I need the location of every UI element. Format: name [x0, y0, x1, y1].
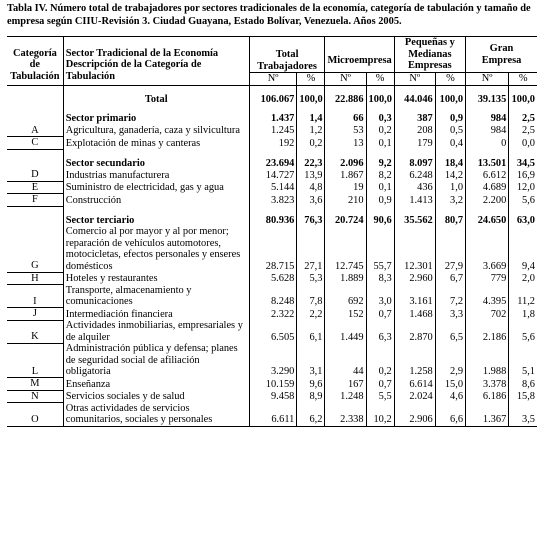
cell-number: 44.046 [394, 94, 435, 106]
cell-percent: 0,3 [366, 113, 394, 125]
cell-percent: 1,0 [435, 181, 465, 194]
row-description: Administración pública y defensa; planes de seguridad social de afiliación obligatoria [63, 343, 249, 378]
sector-row [7, 113, 537, 125]
cell-percent: 90,6 [366, 215, 394, 227]
cell-percent: 0,0 [509, 137, 537, 150]
cell-percent: 8,2 [366, 169, 394, 181]
cell-number: 14.727 [249, 169, 297, 181]
header-pct: % [366, 73, 394, 86]
row-description: Enseñanza [63, 378, 249, 391]
cell-number: 13.501 [466, 158, 509, 170]
sector-row [7, 215, 537, 227]
table-row [7, 169, 537, 181]
cell-number: 2.960 [394, 272, 435, 285]
cell-number: 2.200 [466, 194, 509, 207]
table-row [7, 343, 537, 378]
cell-number: 2.338 [325, 403, 366, 427]
cell-number: 1.413 [394, 194, 435, 207]
row-category: I [7, 285, 63, 308]
cell-number: 2.096 [325, 158, 366, 170]
cell-number: 436 [394, 181, 435, 194]
cell-percent: 15,8 [509, 390, 537, 403]
cell-number: 3.378 [466, 378, 509, 391]
cell-number: 1.988 [466, 343, 509, 378]
cell-number: 6.186 [466, 390, 509, 403]
header-pct: % [297, 73, 325, 86]
cell-number: 13 [325, 137, 366, 150]
cell-number: 6.614 [394, 378, 435, 391]
cell-number: 80.936 [249, 215, 297, 227]
cell-percent: 2,5 [509, 113, 537, 125]
row-category: H [7, 272, 63, 285]
cell-percent: 0,4 [435, 137, 465, 150]
cell-percent: 9,4 [509, 226, 537, 272]
cell-percent: 13,9 [297, 169, 325, 181]
cell-number: 210 [325, 194, 366, 207]
cell-number: 12.745 [325, 226, 366, 272]
cell-number: 1.468 [394, 308, 435, 321]
cell-percent: 3,6 [297, 194, 325, 207]
row-description: Actividades inmobiliarias, empresariales y de alquiler [63, 320, 249, 343]
cell-number: 8.248 [249, 285, 297, 308]
cell-number: 106.067 [249, 94, 297, 106]
cell-number: 1.449 [325, 320, 366, 343]
table-row [7, 378, 537, 391]
cell-percent: 3,5 [509, 403, 537, 427]
cell-percent: 0,2 [297, 137, 325, 150]
row-description: Sector primario [63, 113, 249, 125]
cell-percent: 3,2 [435, 194, 465, 207]
cell-number: 2.186 [466, 320, 509, 343]
cell-percent: 11,2 [509, 285, 537, 308]
cell-percent: 7,2 [435, 285, 465, 308]
cell-number: 1.367 [466, 403, 509, 427]
cell-percent: 3,0 [366, 285, 394, 308]
cell-percent: 5,3 [297, 272, 325, 285]
cell-number: 4.689 [466, 181, 509, 194]
cell-number: 6.611 [249, 403, 297, 427]
cell-percent: 7,8 [297, 285, 325, 308]
table-row [7, 125, 537, 137]
cell-number: 3.290 [249, 343, 297, 378]
table-row [7, 390, 537, 403]
cell-number: 3.823 [249, 194, 297, 207]
cell-number: 6.612 [466, 169, 509, 181]
cell-percent: 63,0 [509, 215, 537, 227]
row-description: Total [63, 94, 249, 106]
cell-number: 44 [325, 343, 366, 378]
cell-number: 1.437 [249, 113, 297, 125]
cell-number: 2.870 [394, 320, 435, 343]
cell-number: 22.886 [325, 94, 366, 106]
row-description: Industrias manufacturera [63, 169, 249, 181]
cell-percent: 2,2 [297, 308, 325, 321]
row-category: N [7, 390, 63, 403]
cell-percent: 3,3 [435, 308, 465, 321]
cell-number: 35.562 [394, 215, 435, 227]
row-description: Intermediación financiera [63, 308, 249, 321]
cell-number: 53 [325, 125, 366, 137]
table-title: Tabla IV. Número total de trabajadores por sectores tradicionales de la economía, categoría de tabulación y tamaño de empresa según CIIU-Revisión 3. Ciudad Guayana, Estado Bolívar, Venezuela. Años 2005. [7, 3, 531, 27]
row-category: J [7, 308, 63, 321]
header-num: Nº [394, 73, 435, 86]
header-num: Nº [466, 73, 509, 86]
cell-percent: 100,0 [509, 94, 537, 106]
cell-number: 1.245 [249, 125, 297, 137]
cell-percent: 2,0 [509, 272, 537, 285]
cell-percent: 0,9 [435, 113, 465, 125]
cell-percent: 5,6 [509, 194, 537, 207]
header-categoria: Categoría de Tabulación [7, 37, 63, 86]
cell-number: 6.505 [249, 320, 297, 343]
cell-percent: 18,4 [435, 158, 465, 170]
cell-percent: 3,1 [297, 343, 325, 378]
row-category [7, 215, 63, 227]
cell-number: 192 [249, 137, 297, 150]
row-category: D [7, 169, 63, 181]
cell-percent: 8,9 [297, 390, 325, 403]
cell-percent: 14,2 [435, 169, 465, 181]
table-row [7, 137, 537, 150]
header-micro: Microempresa [325, 37, 394, 73]
cell-percent: 100,0 [366, 94, 394, 106]
table-row [7, 226, 537, 272]
table-row [7, 308, 537, 321]
cell-number: 2.906 [394, 403, 435, 427]
cell-percent: 5,6 [509, 320, 537, 343]
row-description: Comercio al por mayor y al por menor; reparación de vehículos automotores, motocicletas, efectos personales y enseres domésticos [63, 226, 249, 272]
row-category: F [7, 194, 63, 207]
row-description: Construcción [63, 194, 249, 207]
cell-number: 6.248 [394, 169, 435, 181]
row-description: Servicios sociales y de salud [63, 390, 249, 403]
table-row [7, 194, 537, 207]
cell-percent: 100,0 [435, 94, 465, 106]
cell-percent: 4,8 [297, 181, 325, 194]
header-pct: % [435, 73, 465, 86]
cell-percent: 4,6 [435, 390, 465, 403]
cell-number: 779 [466, 272, 509, 285]
cell-number: 2.322 [249, 308, 297, 321]
row-description: Transporte, almacenamiento y comunicaciones [63, 285, 249, 308]
cell-number: 19 [325, 181, 366, 194]
cell-number: 1.258 [394, 343, 435, 378]
cell-percent: 1,8 [509, 308, 537, 321]
cell-number: 1.889 [325, 272, 366, 285]
cell-percent: 5,1 [509, 343, 537, 378]
cell-percent: 5,5 [366, 390, 394, 403]
cell-number: 10.159 [249, 378, 297, 391]
header-pyme: Pequeñas y Medianas Empresas [394, 37, 465, 73]
row-category: O [7, 403, 63, 427]
row-category [7, 94, 63, 106]
cell-percent: 6,7 [435, 272, 465, 285]
total-row [7, 94, 537, 106]
cell-number: 984 [466, 125, 509, 137]
cell-number: 24.650 [466, 215, 509, 227]
cell-number: 1.248 [325, 390, 366, 403]
row-description: Otras actividades de servicios comunitarios, sociales y personales [63, 403, 249, 427]
cell-percent: 0,9 [366, 194, 394, 207]
table-row [7, 320, 537, 343]
row-category [7, 113, 63, 125]
cell-number: 1.867 [325, 169, 366, 181]
cell-percent: 0,2 [366, 343, 394, 378]
row-description: Suministro de electricidad, gas y agua [63, 181, 249, 194]
cell-percent: 0,7 [366, 378, 394, 391]
row-category: A [7, 125, 63, 137]
cell-percent: 16,9 [509, 169, 537, 181]
row-description: Sector terciario [63, 215, 249, 227]
cell-percent: 1,2 [297, 125, 325, 137]
header-pct: % [509, 73, 537, 86]
cell-percent: 0,1 [366, 181, 394, 194]
cell-percent: 8,3 [366, 272, 394, 285]
cell-percent: 55,7 [366, 226, 394, 272]
table-body [7, 85, 537, 426]
cell-percent: 0,5 [435, 125, 465, 137]
row-category [7, 158, 63, 170]
header-num: Nº [249, 73, 297, 86]
row-description: Agricultura, ganadería, caza y silvicultura [63, 125, 249, 137]
cell-percent: 80,7 [435, 215, 465, 227]
cell-percent: 9,6 [297, 378, 325, 391]
cell-number: 66 [325, 113, 366, 125]
cell-number: 23.694 [249, 158, 297, 170]
cell-number: 9.458 [249, 390, 297, 403]
cell-percent: 0,2 [366, 125, 394, 137]
row-category: G [7, 226, 63, 272]
cell-number: 2.024 [394, 390, 435, 403]
header-total: Total Trabajadores [249, 37, 325, 73]
table-row [7, 272, 537, 285]
cell-percent: 8,6 [509, 378, 537, 391]
row-description: Sector secundario [63, 158, 249, 170]
cell-number: 702 [466, 308, 509, 321]
row-description: Explotación de minas y canteras [63, 137, 249, 150]
cell-percent: 1,4 [297, 113, 325, 125]
cell-number: 8.097 [394, 158, 435, 170]
row-category: L [7, 343, 63, 378]
cell-number: 692 [325, 285, 366, 308]
table-row [7, 403, 537, 427]
cell-number: 5.628 [249, 272, 297, 285]
cell-percent: 27,9 [435, 226, 465, 272]
cell-number: 28.715 [249, 226, 297, 272]
row-category: M [7, 378, 63, 391]
row-category: E [7, 181, 63, 194]
row-category: C [7, 137, 63, 150]
sector-row [7, 158, 537, 170]
cell-percent: 76,3 [297, 215, 325, 227]
row-category: K [7, 320, 63, 343]
cell-percent: 6,1 [297, 320, 325, 343]
cell-percent: 34,5 [509, 158, 537, 170]
cell-percent: 22,3 [297, 158, 325, 170]
cell-number: 3.669 [466, 226, 509, 272]
cell-number: 20.724 [325, 215, 366, 227]
table-row [7, 285, 537, 308]
cell-percent: 10,2 [366, 403, 394, 427]
cell-number: 39.135 [466, 94, 509, 106]
cell-number: 179 [394, 137, 435, 150]
cell-percent: 6,3 [366, 320, 394, 343]
cell-number: 3.161 [394, 285, 435, 308]
cell-number: 167 [325, 378, 366, 391]
cell-percent: 2,9 [435, 343, 465, 378]
cell-number: 208 [394, 125, 435, 137]
cell-percent: 6,2 [297, 403, 325, 427]
workers-table [7, 36, 537, 427]
cell-percent: 15,0 [435, 378, 465, 391]
cell-number: 4.395 [466, 285, 509, 308]
row-description: Hoteles y restaurantes [63, 272, 249, 285]
cell-percent: 100,0 [297, 94, 325, 106]
cell-number: 12.301 [394, 226, 435, 272]
cell-percent: 9,2 [366, 158, 394, 170]
cell-percent: 12,0 [509, 181, 537, 194]
cell-percent: 2,5 [509, 125, 537, 137]
cell-number: 984 [466, 113, 509, 125]
header-num: Nº [325, 73, 366, 86]
table-row [7, 181, 537, 194]
cell-percent: 0,1 [366, 137, 394, 150]
cell-percent: 6,6 [435, 403, 465, 427]
cell-number: 5.144 [249, 181, 297, 194]
cell-percent: 27,1 [297, 226, 325, 272]
header-sector: Sector Tradicional de la Economía Descripción de la Categoría de Tabulación [63, 37, 249, 86]
cell-percent: 0,7 [366, 308, 394, 321]
cell-number: 0 [466, 137, 509, 150]
header-gran: Gran Empresa [466, 37, 537, 73]
cell-percent: 6,5 [435, 320, 465, 343]
cell-number: 387 [394, 113, 435, 125]
cell-number: 152 [325, 308, 366, 321]
